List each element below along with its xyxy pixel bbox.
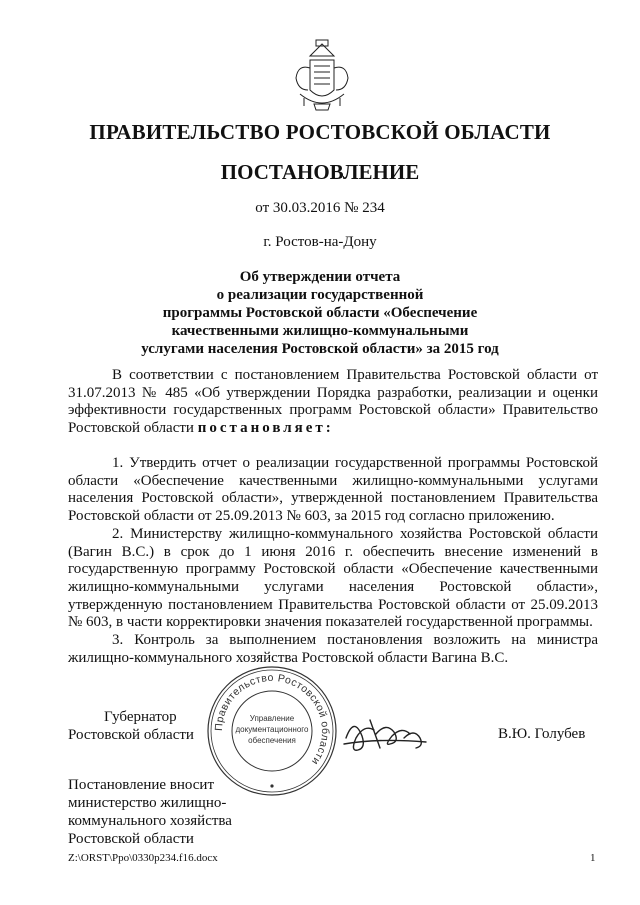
note-line: Постановление вносит [68, 777, 215, 793]
stamp-center-line: документационного [235, 725, 309, 734]
page-number: 1 [590, 852, 596, 864]
subject-line: качественными жилищно-коммунальными [171, 323, 469, 339]
signatory-title-line: Губернатор [104, 709, 177, 725]
note-line: Ростовской области [68, 831, 194, 847]
resolution-item: 1. Утвердить отчет о реализации государственной программы Ростовской области «Обеспечение качественными жилищно-коммунальными услугами населения Ростовской области», утвержденной постановлением Правительства Ростовской области от 25.09.2013 № 603, за 2015 год согласно приложению. [68, 455, 598, 525]
preamble-paragraph [68, 367, 598, 438]
stamp-center-line: Управление [249, 714, 295, 723]
subject-line: Об утверждении отчета [239, 269, 401, 285]
resolution-item: 2. Министерству жилищно-коммунального хозяйства Ростовской области (Вагин В.С.) в срок до 1 июня 2016 г. обеспечить внесение изменений в государственную программу Ростовской области «Обеспечение качественными жилищно-коммунальными услугами населения Ростовской области», утвержденную постановлением Правительства Ростовской области от 25.09.2013 № 603, в части корректировки значения показателей государственной программы. [68, 525, 598, 631]
coat-of-arms-icon [290, 38, 354, 114]
signatory-title [68, 708, 194, 744]
organization-title: ПРАВИТЕЛЬСТВО РОСТОВСКОЙ ОБЛАСТИ [89, 120, 551, 144]
note-line: коммунального хозяйства [68, 813, 232, 829]
handwritten-signature [340, 708, 450, 758]
footer-file-path: Z:\ORST\Ppo\0330p234.f16.docx [68, 852, 218, 864]
resolution-items [68, 455, 598, 667]
document-city: г. Ростов-на-Дону [263, 234, 377, 250]
subject-line: о реализации государственной [216, 287, 424, 303]
preamble-text: В соответствии с постановлением Правительства Ростовской области от 31.07.2013 № 485 «Об утверждении Порядка разработки, реализации и оценки эффективности государственных программ Ростовской области» Правительство Ростовской области [68, 367, 598, 437]
resolution-item: 3. Контроль за выполнением постановления возложить на министра жилищно-коммунального хозяйства Ростовской области Вагина В.С. [68, 632, 598, 666]
resolves-keyword: постановляет: [197, 420, 334, 437]
stamp-ring-text: Правительство Ростовской области [212, 671, 332, 768]
document-type-title: ПОСТАНОВЛЕНИЕ [220, 160, 420, 184]
submission-note [68, 776, 232, 848]
signatory-name: В.Ю. Голубев [498, 726, 586, 742]
stamp-center-line: обеспечения [248, 736, 296, 745]
document-date-number: от 30.03.2016 № 234 [255, 200, 385, 216]
subject-line: программы Ростовской области «Обеспечение [162, 305, 478, 321]
note-line: министерство жилищно- [68, 795, 227, 811]
subject-line: услугами населения Ростовской области» за 2015 год [141, 341, 499, 357]
signatory-title-line: Ростовской области [68, 727, 194, 743]
document-subject [100, 268, 540, 358]
